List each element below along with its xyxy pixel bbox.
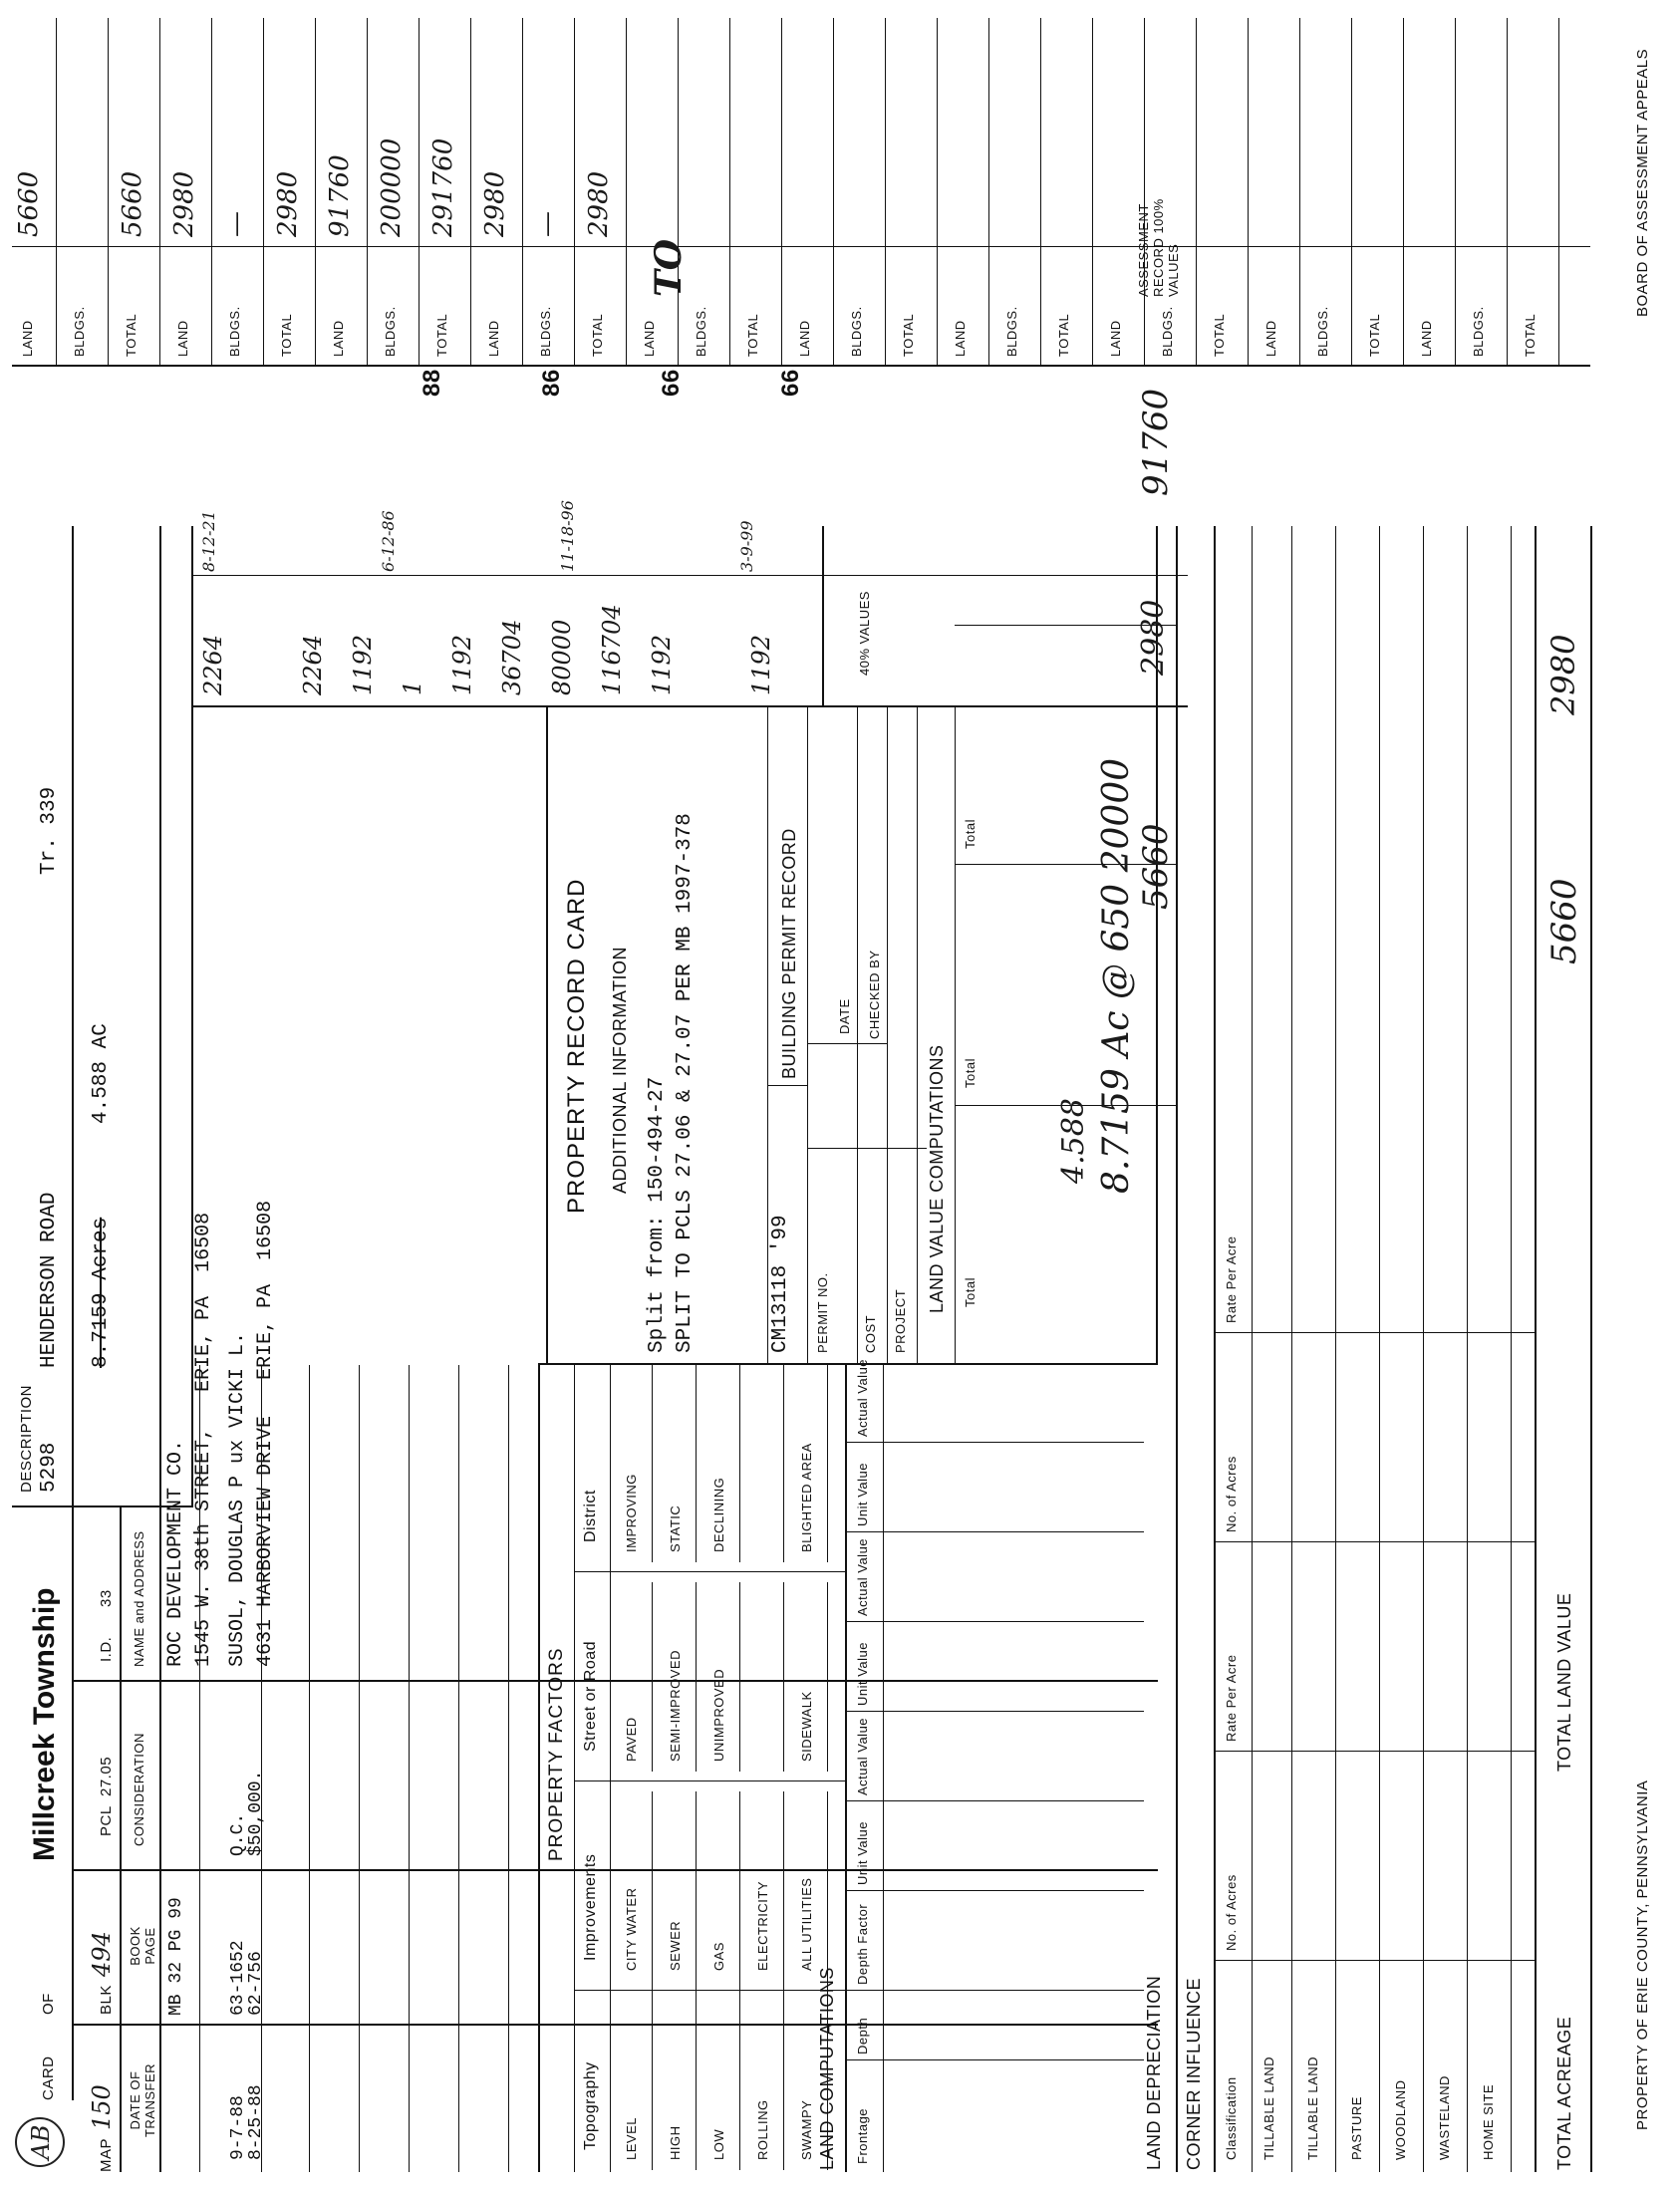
class-header-4: Rate Per Acre [1224,1235,1239,1323]
v40-date-6: 3-9-99 [737,520,756,572]
assess-value-7: 200000 [377,137,407,237]
transfer-address: 1545 W. 38th STREET, ERIE, PA 16508 [192,1212,215,1667]
assess-label-14: TOTAL [745,313,760,357]
lc-header-3: Unit Value [855,1820,870,1885]
land-hand-1: 4.588 [1056,1098,1091,1184]
hdr-consideration: CONSIDERATION [132,1733,146,1846]
assess-label-23: TOTAL [1212,313,1227,357]
pf-topography-0: LEVEL [624,2117,639,2160]
assess-label-22: BLDGS. [1160,306,1175,357]
hdr-name-address: NAME and ADDRESS [132,1530,146,1667]
transfer-book-page: 63-1652 62-756 [228,1940,266,2016]
assess-label-11: TOTAL [590,313,605,357]
class-row-5: HOME SITE [1481,2083,1496,2160]
v40-entry-3: 1192 [349,634,377,695]
permit-checked-label: CHECKED BY [867,950,882,1039]
assess-code-3: 66 [777,369,804,397]
transfer-date: 9-7-88 8-25-88 [228,2084,266,2160]
assess-label-6: LAND [331,320,346,357]
dep-total-2: 2980 [1136,599,1171,676]
v40-entry-8: 116704 [598,604,626,695]
id-value: 33 [98,1589,115,1607]
class-header-2: Rate Per Acre [1224,1654,1239,1742]
info-line-1: Split from: 150-494-27 [646,1076,669,1353]
v40-date-4: 11-18-96 [558,500,577,572]
assess-value-8: 291760 [428,137,458,237]
v40-entry-7: 80000 [548,619,576,695]
assess-to-mark: TO [648,238,690,297]
assess-label-29: TOTAL [1523,313,1538,357]
transfer-address: 4631 HARBORVIEW DRIVE ERIE, PA 16508 [254,1200,277,1667]
assess-label-3: LAND [175,320,190,357]
description-code: 5298 [38,1442,61,1493]
pf-topography-2: LOW [711,2128,726,2160]
pf-street-0: PAVED [624,1717,639,1762]
assess-label-16: BLDGS. [849,306,864,357]
assess-value-4: — [221,211,251,237]
logo-text: AB [27,2124,55,2160]
total-acreage-label: TOTAL ACREAGE [1554,2016,1574,2170]
pf-header-0: Topography [582,2061,599,2150]
transfer-consideration: Q.C. $50,000. [228,1770,266,1856]
assess-label-1: BLDGS. [72,306,87,357]
assess-label-8: TOTAL [434,313,449,357]
additional-info-title: ADDITIONAL INFORMATION [610,946,630,1194]
transfer-book-page: MB 32 PG 99 [166,1897,186,2016]
hdr-book-page: BOOK PAGE [128,1926,157,1966]
assess-label-20: TOTAL [1056,313,1071,357]
lc-header-4: Actual Value [855,1717,870,1795]
assess-label-24: LAND [1263,320,1278,357]
assess-label-15: LAND [797,320,812,357]
assess-label-17: TOTAL [901,313,916,357]
class-header-3: No. of Acres [1224,1456,1239,1532]
permit-date-label: DATE [837,998,852,1034]
pf-district-0: IMPROVING [624,1474,639,1552]
property-factors-title: PROPERTY FACTORS [546,1647,567,1861]
values-40-header: 40% VALUES [857,591,872,676]
pf-street-1: SEMI-IMPROVED [668,1650,683,1762]
pf-header-2: Street or Road [582,1640,599,1752]
assess-label-21: LAND [1108,320,1123,357]
class-header-0: Classification [1224,2076,1239,2160]
total-land-value-label: TOTAL LAND VALUE [1554,1592,1574,1772]
description-road: HENDERSON ROAD [38,1192,61,1368]
v40-date-0: 8-12-21 [199,510,218,572]
footer-left: PROPERTY OF ERIE COUNTY, PENNSYLVANIA [1634,1779,1651,2130]
lc-header-11: Total [963,819,978,849]
assess-label-2: TOTAL [124,313,139,357]
lc-header-9: Total [963,1277,978,1307]
assess-value-9: 2980 [480,170,510,237]
hdr-date-transfer: DATE OF TRANSFER [128,2062,157,2138]
assess-label-12: LAND [642,320,657,357]
pf-header-3: District [582,1490,599,1542]
card-label: CARD [40,2055,57,2100]
assess-label-7: BLDGS. [383,306,398,357]
cm-code: CM13118 '99 [769,1215,792,1353]
assess-label-19: BLDGS. [1004,306,1019,357]
permit-cost-label: COST [863,1314,878,1353]
class-row-0: TILLABLE LAND [1261,2055,1276,2160]
lc-header-10: Total [963,1058,978,1088]
pf-street-4: SIDEWALK [799,1691,814,1762]
assess-value-11: 2980 [584,170,614,237]
corner-influence-label: CORNER INFLUENCE [1184,1977,1204,2170]
assess-label-13: BLDGS. [694,306,708,357]
v40-entry-4: 1 [399,680,426,695]
pf-topography-4: SWAMPY [799,2099,814,2160]
land-hand-2: 8.7159 Ac @ 650 20000 [1096,757,1137,1194]
assess-value-10: — [532,211,562,237]
v40-entry-9: 1192 [648,634,676,695]
assess-label-26: TOTAL [1367,313,1382,357]
land-value-computations-label: LAND VALUE COMPUTATIONS [927,1044,947,1313]
assess-code-0: 88 [419,369,445,397]
tlv-2: 2980 [1544,634,1582,715]
lc-header-0: Frontage [855,2107,870,2164]
assessment-header: ASSESSMENT RECORD 100% VALUES [1136,198,1181,297]
assess-value-0: 5660 [14,170,44,237]
lc-header-1: Depth [855,2017,870,2054]
v40-entry-2: 2264 [299,634,327,695]
assess-label-27: LAND [1419,320,1434,357]
of-label: OF [40,1993,57,2015]
v40-entry-5: 1192 [448,634,476,695]
pcl-value: 27.05 [98,1756,115,1796]
pf-street-2: UNIMPROVED [711,1668,726,1762]
map-label: MAP [98,2137,115,2172]
assess-label-4: BLDGS. [227,306,242,357]
land-computations-label: LAND COMPUTATIONS [817,1967,837,2170]
assess-code-1: 86 [538,369,565,397]
pf-topography-1: HIGH [668,2125,683,2160]
blk-value: 494 [88,1931,116,1977]
permit-no-label: PERMIT NO. [815,1272,830,1353]
v40-entry-11: 1192 [747,634,775,695]
lc-header-5: Unit Value [855,1641,870,1706]
lc-header-6: Actual Value [855,1537,870,1616]
pf-district-2: DECLINING [711,1477,726,1552]
assess-value-5: 2980 [273,170,303,237]
info-line-2: SPLIT TO PCLS 27.06 & 27.07 PER MB 1997-378 [674,813,697,1353]
pcl-label: PCL [98,1805,115,1836]
logo-icon [12,2112,68,2172]
class-header-1: No. of Acres [1224,1874,1239,1951]
dep-total-3: 91760 [1136,388,1176,496]
pf-improvements-4: ALL UTILITIES [799,1877,814,1971]
assess-label-10: BLDGS. [538,306,553,357]
pf-improvements-3: ELECTRICITY [755,1880,770,1971]
land-depreciation-label: LAND DEPRECIATION [1144,1975,1164,2170]
assess-label-9: LAND [486,320,501,357]
township-name: Millcreek Township [28,1587,61,1861]
assess-label-28: BLDGS. [1471,306,1486,357]
transfer-name: SUSOL, DOUGLAS P ux VICKI L. [226,1331,249,1667]
assess-value-6: 91760 [325,154,355,237]
lc-header-2: Depth Factor [855,1903,870,1985]
pf-district-1: STATIC [668,1505,683,1552]
assess-value-2: 5660 [118,170,147,237]
assess-label-18: LAND [953,320,968,357]
dep-total-1: 5660 [1136,823,1176,910]
tlv-1: 5660 [1544,878,1584,964]
class-row-1: TILLABLE LAND [1305,2055,1320,2160]
pf-topography-3: ROLLING [755,2099,770,2160]
pf-header-1: Improvements [582,1853,599,1961]
id-label: I.D. [98,1636,115,1662]
acres-old: 8.7159 Acres [90,1217,113,1368]
record-card-title: PROPERTY RECORD CARD [563,878,590,1214]
description-label: DESCRIPTION [18,1384,35,1493]
assess-value-3: 2980 [169,170,199,237]
lc-header-7: Unit Value [855,1462,870,1526]
permit-project-label: PROJECT [893,1288,908,1353]
assess-label-5: TOTAL [279,313,294,357]
acres-new: 4.588 AC [90,1023,113,1124]
map-value: 150 [88,2084,116,2130]
pf-improvements-2: GAS [711,1942,726,1971]
lc-header-8: Actual Value [855,1358,870,1437]
description-tract: Tr. 339 [38,786,61,875]
assess-label-25: BLDGS. [1315,306,1330,357]
assess-code-2: 66 [658,369,685,397]
logo [12,2112,68,2172]
pf-district-4: BLIGHTED AREA [799,1443,814,1552]
v40-entry-0: 2264 [199,634,227,695]
class-row-3: WOODLAND [1393,2079,1408,2160]
assess-label-0: LAND [20,320,35,357]
v40-date-2: 6-12-86 [379,510,398,572]
pf-improvements-0: CITY WATER [624,1887,639,1971]
footer-right: BOARD OF ASSESSMENT APPEALS [1634,48,1651,317]
v40-entry-6: 36704 [498,619,526,695]
class-row-2: PASTURE [1349,2096,1364,2160]
transfer-name: ROC DEVELOPMENT CO. [164,1439,187,1667]
pf-improvements-1: SEWER [668,1920,683,1971]
class-row-4: WASTELAND [1437,2075,1452,2160]
blk-label: BLK [98,1985,115,2015]
building-permit-title: BUILDING PERMIT RECORD [779,828,799,1079]
